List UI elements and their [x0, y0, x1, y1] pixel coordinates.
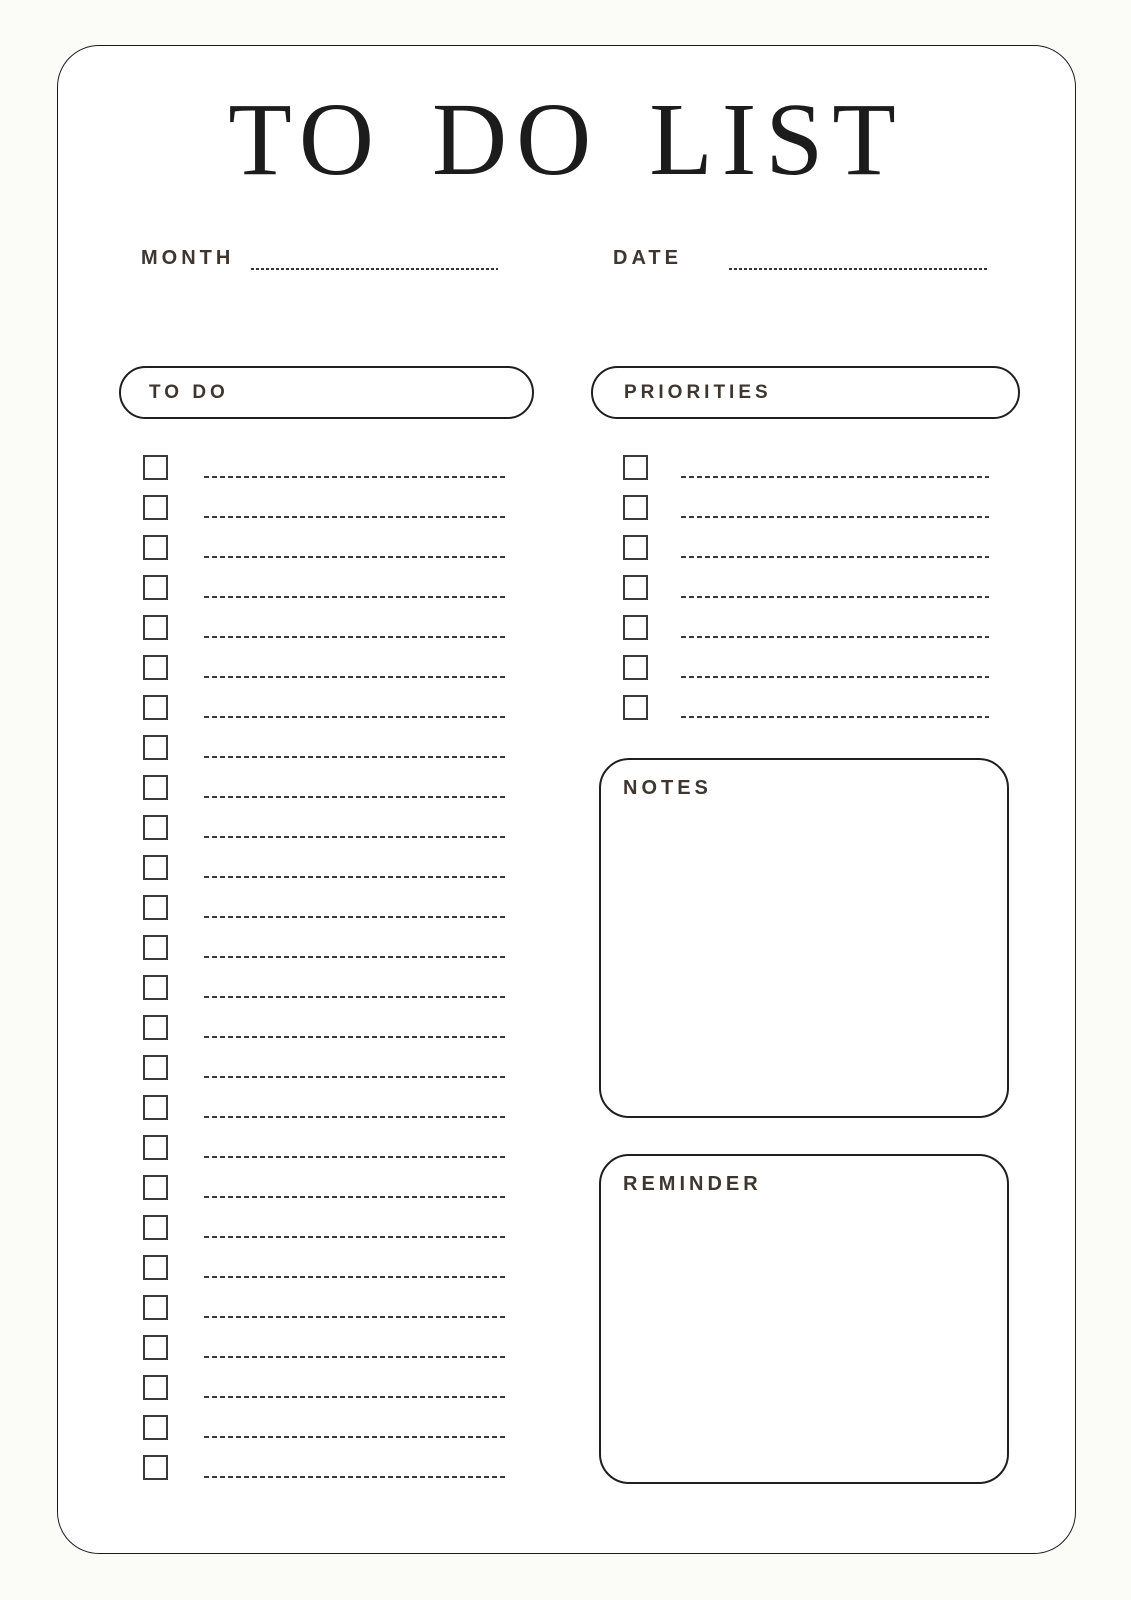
priority-entry-line[interactable]	[681, 716, 989, 718]
date-label: DATE	[613, 247, 682, 269]
priority-row	[623, 695, 993, 720]
todo-entry-line[interactable]	[204, 516, 506, 518]
reminder-box	[599, 1154, 1009, 1484]
todo-checkbox[interactable]	[143, 695, 168, 720]
todo-checkbox[interactable]	[143, 1295, 168, 1320]
priority-row	[623, 575, 993, 600]
todo-row	[143, 535, 513, 560]
priority-checkbox[interactable]	[623, 535, 648, 560]
todo-entry-line[interactable]	[204, 1396, 506, 1398]
todo-row	[143, 735, 513, 760]
notes-box	[599, 758, 1009, 1118]
todo-entry-line[interactable]	[204, 1076, 506, 1078]
priority-entry-line[interactable]	[681, 476, 989, 478]
todo-row	[143, 1175, 513, 1200]
todo-checkbox[interactable]	[143, 1255, 168, 1280]
date-fill-in-line[interactable]	[729, 268, 988, 270]
todo-entry-line[interactable]	[204, 756, 506, 758]
todo-checkbox[interactable]	[143, 655, 168, 680]
reminder-label: REMINDER	[623, 1173, 762, 1195]
todo-section-header	[119, 366, 534, 419]
todo-row	[143, 1055, 513, 1080]
todo-entry-line[interactable]	[204, 716, 506, 718]
month-label: MONTH	[141, 247, 235, 269]
priority-row	[623, 615, 993, 640]
todo-row	[143, 655, 513, 680]
priority-checkbox[interactable]	[623, 575, 648, 600]
todo-checkbox[interactable]	[143, 1175, 168, 1200]
todo-checkbox[interactable]	[143, 1015, 168, 1040]
priority-checkbox[interactable]	[623, 495, 648, 520]
todo-row	[143, 455, 513, 480]
priority-entry-line[interactable]	[681, 556, 989, 558]
todo-row	[143, 1255, 513, 1280]
priorities-rows	[623, 455, 993, 735]
todo-entry-line[interactable]	[204, 1476, 506, 1478]
todo-checkbox[interactable]	[143, 735, 168, 760]
todo-row	[143, 1375, 513, 1400]
todo-entry-line[interactable]	[204, 1236, 506, 1238]
todo-checkbox[interactable]	[143, 775, 168, 800]
priorities-section-label: PRIORITIES	[624, 382, 772, 403]
todo-entry-line[interactable]	[204, 676, 506, 678]
todo-entry-line[interactable]	[204, 836, 506, 838]
todo-checkbox[interactable]	[143, 815, 168, 840]
todo-checkbox[interactable]	[143, 1455, 168, 1480]
todo-entry-line[interactable]	[204, 476, 506, 478]
month-fill-in-line[interactable]	[251, 268, 498, 270]
todo-entry-line[interactable]	[204, 1116, 506, 1118]
priority-entry-line[interactable]	[681, 636, 989, 638]
todo-checkbox[interactable]	[143, 855, 168, 880]
todo-entry-line[interactable]	[204, 796, 506, 798]
todo-entry-line[interactable]	[204, 556, 506, 558]
priorities-section-header	[591, 366, 1020, 419]
todo-entry-line[interactable]	[204, 916, 506, 918]
todo-checkbox[interactable]	[143, 1415, 168, 1440]
todo-checkbox[interactable]	[143, 1095, 168, 1120]
todo-row	[143, 615, 513, 640]
todo-row	[143, 975, 513, 1000]
page-title: TO DO LIST	[228, 82, 905, 197]
todo-row	[143, 815, 513, 840]
notes-label: NOTES	[623, 777, 712, 799]
todo-entry-line[interactable]	[204, 1156, 506, 1158]
todo-row	[143, 895, 513, 920]
todo-entry-line[interactable]	[204, 1036, 506, 1038]
priority-checkbox[interactable]	[623, 655, 648, 680]
todo-row	[143, 495, 513, 520]
reminder-content-area[interactable]	[623, 1202, 985, 1262]
todo-checkbox[interactable]	[143, 1215, 168, 1240]
todo-checkbox[interactable]	[143, 575, 168, 600]
todo-checkbox[interactable]	[143, 1135, 168, 1160]
todo-checkbox[interactable]	[143, 495, 168, 520]
todo-checkbox[interactable]	[143, 1055, 168, 1080]
todo-checkbox[interactable]	[143, 615, 168, 640]
todo-entry-line[interactable]	[204, 1316, 506, 1318]
todo-row	[143, 1295, 513, 1320]
todo-row	[143, 855, 513, 880]
todo-entry-line[interactable]	[204, 996, 506, 998]
priority-checkbox[interactable]	[623, 455, 648, 480]
todo-entry-line[interactable]	[204, 636, 506, 638]
todo-row	[143, 1135, 513, 1160]
priority-entry-line[interactable]	[681, 676, 989, 678]
todo-checkbox[interactable]	[143, 895, 168, 920]
todo-row	[143, 1415, 513, 1440]
todo-section-label: TO DO	[149, 382, 229, 403]
todo-entry-line[interactable]	[204, 956, 506, 958]
todo-checkbox[interactable]	[143, 975, 168, 1000]
todo-row	[143, 1095, 513, 1120]
todo-row	[143, 775, 513, 800]
priority-row	[623, 495, 993, 520]
todo-checkbox[interactable]	[143, 1335, 168, 1360]
todo-checkbox[interactable]	[143, 935, 168, 960]
todo-checkbox[interactable]	[143, 1375, 168, 1400]
priority-row	[623, 535, 993, 560]
priority-entry-line[interactable]	[681, 516, 989, 518]
todo-row	[143, 575, 513, 600]
todo-row	[143, 1015, 513, 1040]
todo-entry-line[interactable]	[204, 876, 506, 878]
todo-entry-line[interactable]	[204, 1436, 506, 1438]
priority-row	[623, 655, 993, 680]
todo-checkbox[interactable]	[143, 535, 168, 560]
priority-checkbox[interactable]	[623, 695, 648, 720]
todo-rows	[143, 455, 513, 1495]
todo-checkbox[interactable]	[143, 455, 168, 480]
todo-row	[143, 695, 513, 720]
todo-entry-line[interactable]	[204, 1276, 506, 1278]
todo-row	[143, 1455, 513, 1480]
todo-entry-line[interactable]	[204, 1196, 506, 1198]
planner-page	[57, 45, 1076, 1554]
todo-row	[143, 1215, 513, 1240]
todo-entry-line[interactable]	[204, 1356, 506, 1358]
todo-row	[143, 935, 513, 960]
priority-checkbox[interactable]	[623, 615, 648, 640]
todo-row	[143, 1335, 513, 1360]
todo-entry-line[interactable]	[204, 596, 506, 598]
priority-entry-line[interactable]	[681, 596, 989, 598]
priority-row	[623, 455, 993, 480]
notes-content-area[interactable]	[623, 806, 985, 866]
